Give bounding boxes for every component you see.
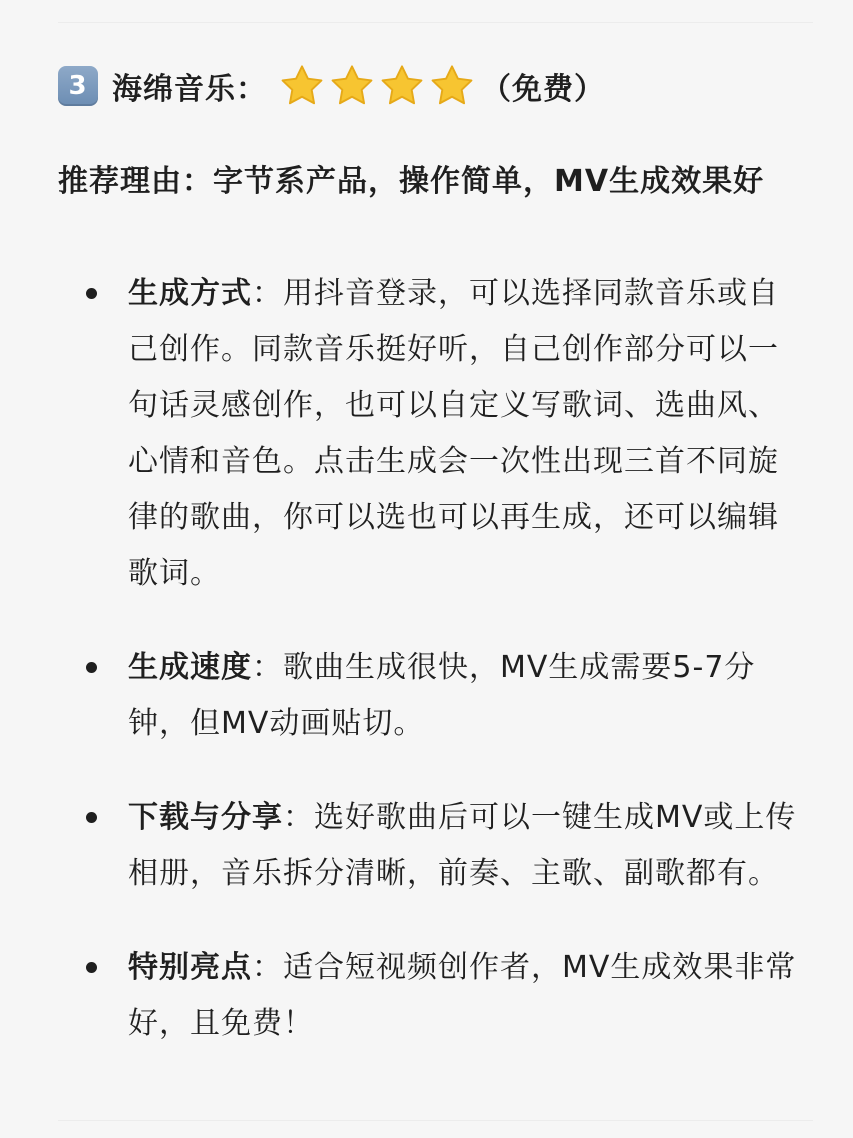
- bullet-label: 特别亮点: [128, 950, 252, 985]
- feature-list: [58, 266, 808, 1052]
- app-name: 海绵音乐：: [112, 72, 267, 107]
- star-icon: [329, 63, 375, 109]
- star-icon: [429, 63, 475, 109]
- top-divider: [58, 22, 813, 23]
- list-item: [58, 266, 798, 602]
- article: [58, 58, 808, 1090]
- bullet-text: 歌曲生成很快，MV生成需要5-7分钟，但MV动画贴切。: [128, 650, 756, 741]
- bullet-text: 选好歌曲后可以一键生成MV或上传相册，音乐拆分清晰，前奏、主歌、副歌都有。: [128, 800, 797, 891]
- star-icon: [279, 63, 325, 109]
- list-item: [58, 640, 798, 752]
- star-icon: [379, 63, 425, 109]
- bullet-colon: ：: [252, 650, 283, 685]
- bullet-text: 用抖音登录，可以选择同款音乐或自己创作。同款音乐挺好听，自己创作部分可以一句话灵感创作，也可以自定义写歌词、选曲风、心情和音色。点击生成会一次性出现三首不同旋律的歌曲，你可以选也可以再生成，还可以编辑歌词。: [128, 276, 779, 591]
- bullet-label: 下载与分享: [128, 800, 283, 835]
- title-row: [58, 58, 808, 114]
- number-badge: 3: [58, 66, 98, 106]
- bullet-label: 生成速度: [128, 650, 252, 685]
- bullet-dot: [86, 288, 97, 299]
- bullet-dot: [86, 812, 97, 823]
- price-tag: （免费）: [481, 72, 605, 107]
- bottom-divider: [58, 1120, 813, 1121]
- rating-stars: [279, 63, 479, 109]
- list-item: [58, 940, 798, 1052]
- recommendation-reason: 推荐理由：字节系产品，操作简单，MV生成效果好: [58, 164, 765, 199]
- bullet-colon: ：: [283, 800, 314, 835]
- bullet-dot: [86, 962, 97, 973]
- bullet-label: 生成方式: [128, 276, 252, 311]
- bullet-dot: [86, 662, 97, 673]
- bullet-colon: ：: [252, 276, 283, 311]
- bullet-colon: ：: [252, 950, 283, 985]
- list-item: [58, 790, 798, 902]
- bullet-text: 适合短视频创作者，MV生成效果非常好，且免费！: [128, 950, 797, 1041]
